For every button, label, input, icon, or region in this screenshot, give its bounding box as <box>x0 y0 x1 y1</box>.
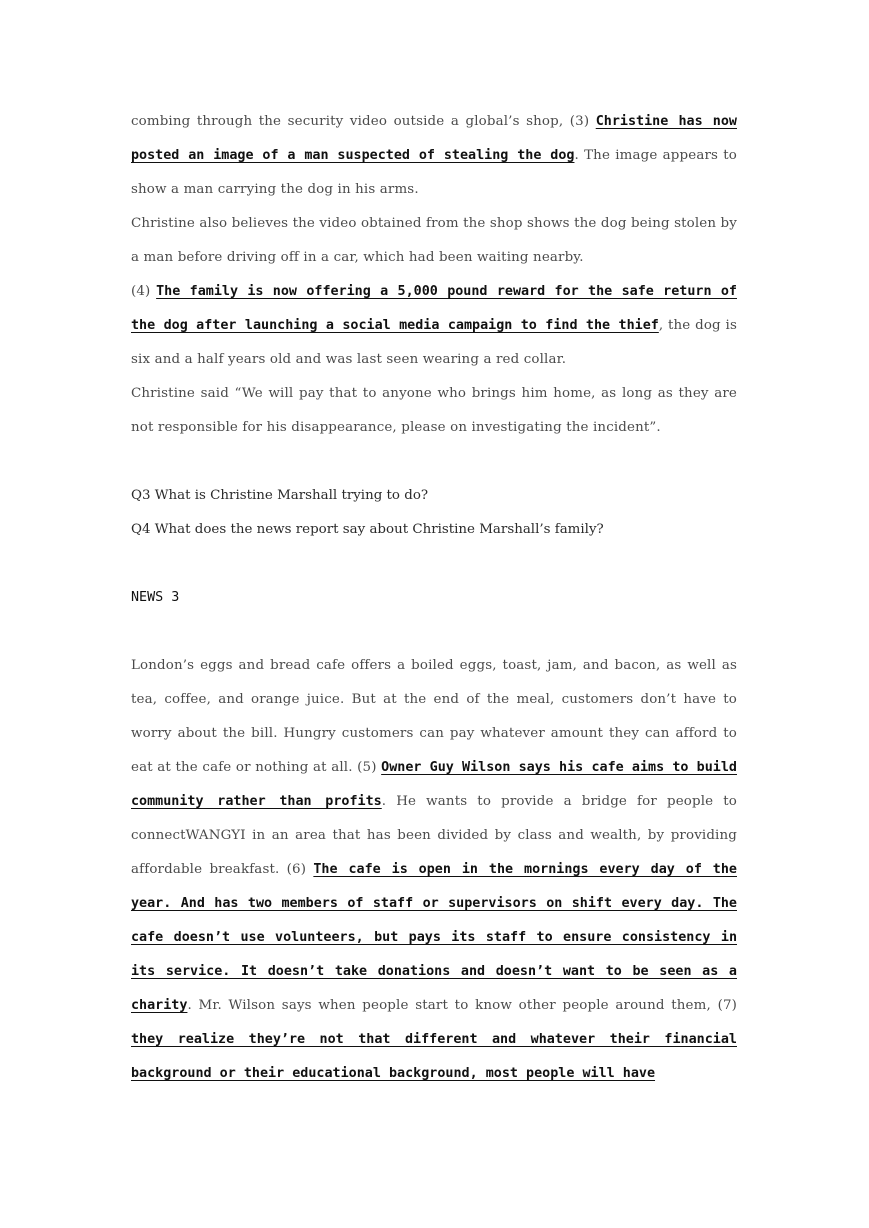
answer-7-underlined: they realize they’re not that different and whatever their financial background or their educational background, most people will have <box>131 1032 737 1081</box>
question-3: Q3 What is Christine Marshall trying to do? <box>131 488 429 503</box>
spacer <box>131 445 737 479</box>
answer-4-underlined: The family is now offering a 5,000 pound reward for the safe return of the dog after launching a social media campaign to find the thief <box>131 284 737 333</box>
news3-text-c: . Mr. Wilson says when people start to know other people around them, (7) <box>187 998 737 1013</box>
answer-6-underlined: The cafe is open in the mornings every day of the year. And has two members of staff or supervisors on shift every day. The cafe doesn’t use volunteers, but pays its staff to ensure consistency in its service. It doesn’t take donations and doesn’t want to be seen as a charity <box>131 862 737 1013</box>
news3-text-a: London’s eggs and bread cafe offers a boiled eggs, toast, jam, and bacon, as well as tea, coffee, and orange juice. But at the end of the meal, customers don’t have to worry about the bill. Hungry customers can pay whatever amount they can afford to eat at the cafe or nothing at all. (5) <box>131 658 737 775</box>
news3-heading: NEWS 3 <box>131 590 180 605</box>
document-page <box>131 105 737 1091</box>
news2-text-1a: combing through the security video outside a global’s shop, (3) <box>131 114 596 129</box>
spacer <box>131 547 737 581</box>
news2-paragraph-1 <box>131 105 737 207</box>
news2-text-3b: , the dog is six and a half years old and was last seen wearing a red collar. <box>131 318 737 367</box>
news2-paragraph-4: Christine said “We will pay that to anyone who brings him home, as long as they are not responsible for his disappearance, please on investigating the incident”. <box>131 386 737 435</box>
answer-3-underlined: Christine has now posted an image of a man suspected of stealing the dog <box>131 114 737 163</box>
spacer <box>131 615 737 649</box>
news2-paragraph-3 <box>131 275 737 377</box>
news3-text-b: . He wants to provide a bridge for people to connectWANGYI in an area that has been divided by class and wealth, by providing affordable breakfast. (6) <box>131 794 738 877</box>
news3-paragraph-1 <box>131 649 737 1091</box>
answer-5-underlined: Owner Guy Wilson says his cafe aims to build community rather than profits <box>131 760 737 809</box>
news2-paragraph-2: Christine also believes the video obtained from the shop shows the dog being stolen by a man before driving off in a car, which had been waiting nearby. <box>131 216 737 265</box>
question-4: Q4 What does the news report say about Christine Marshall’s family? <box>131 522 604 537</box>
marker-4: (4) <box>131 284 157 299</box>
news2-text-1b: . The image appears to show a man carrying the dog in his arms. <box>131 148 737 197</box>
